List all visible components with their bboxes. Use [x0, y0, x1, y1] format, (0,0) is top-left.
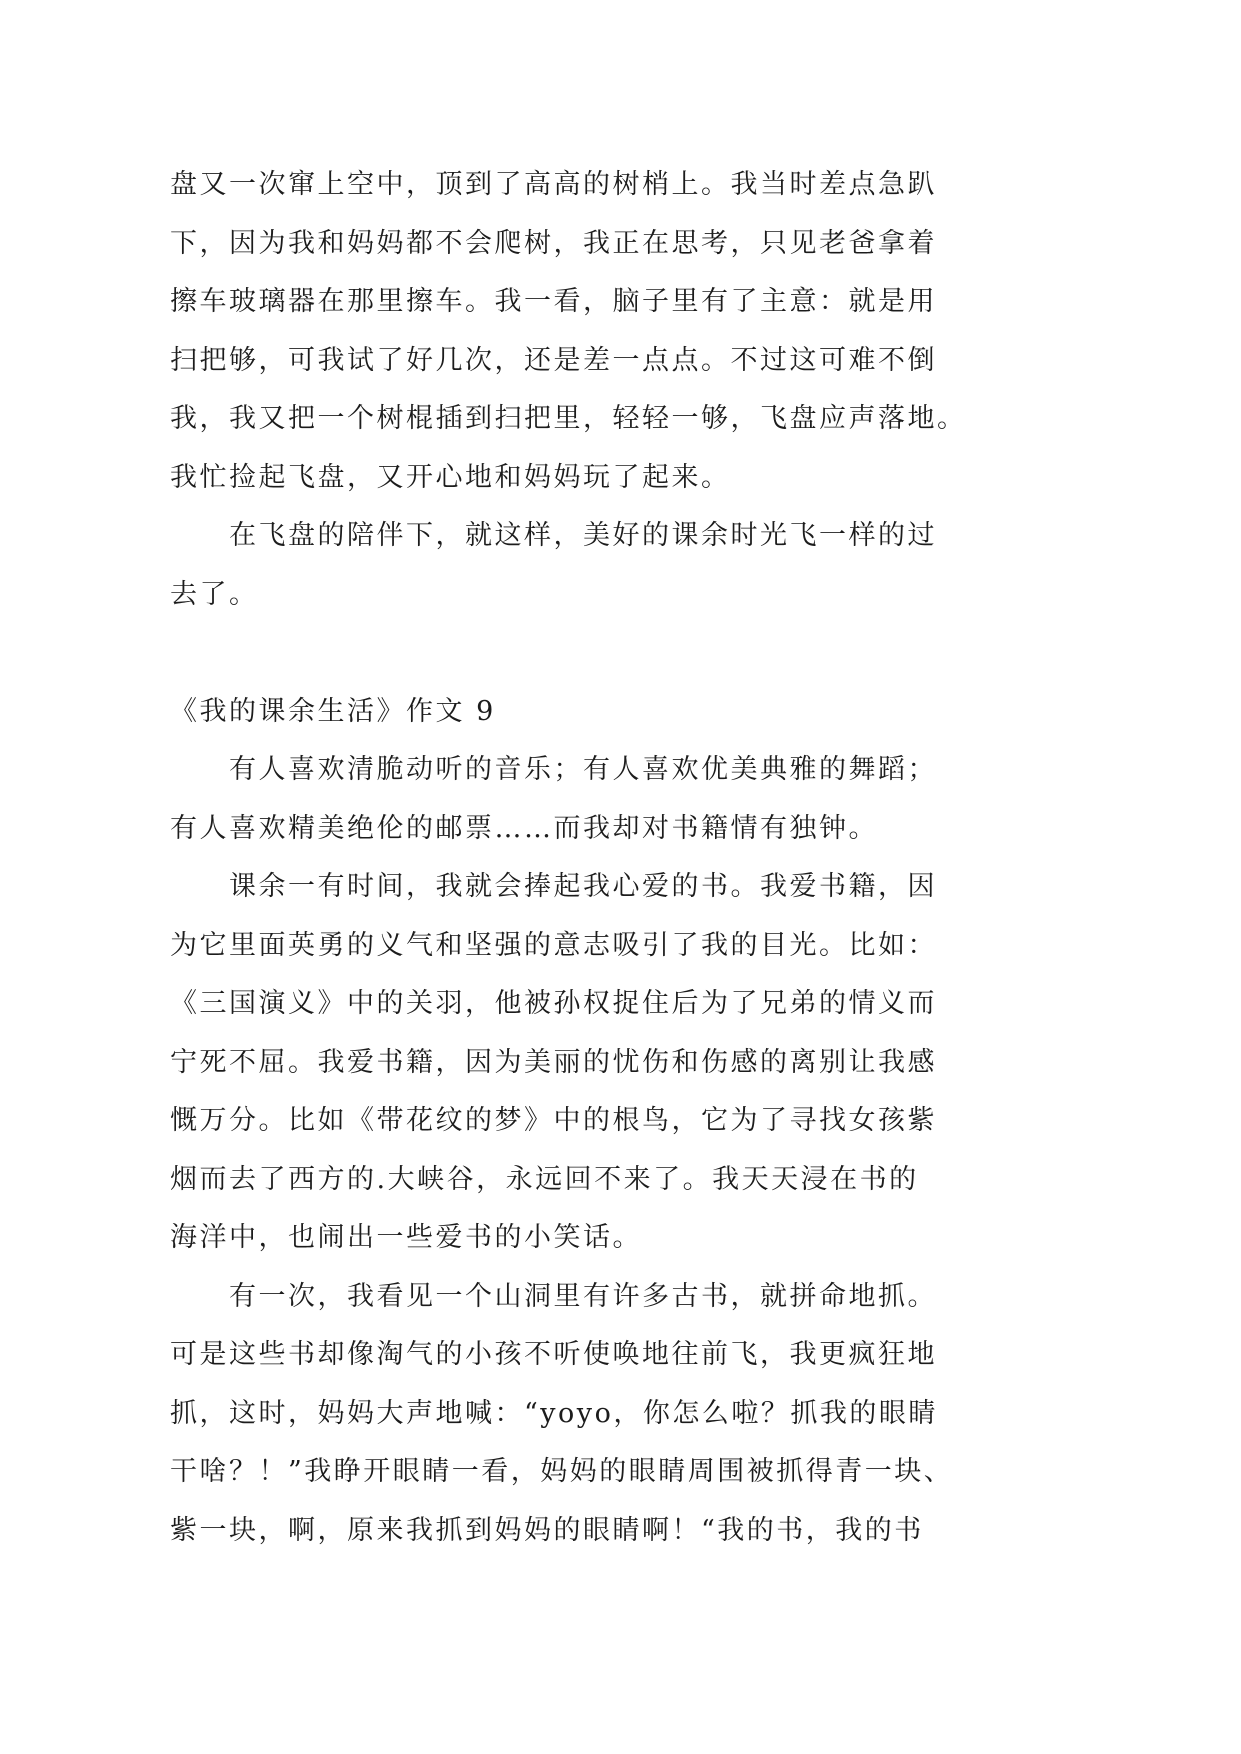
text-line: 宁死不屈。我爱书籍，因为美丽的忧伤和伤感的离别让我感 [170, 1046, 937, 1078]
text-line: 有人喜欢精美绝伦的邮票……而我却对书籍情有独钟。 [170, 812, 878, 844]
text-line: 盘又一次窜上空中，顶到了高高的树梢上。我当时差点急趴 [170, 169, 937, 200]
text-line: 有人喜欢清脆动听的音乐；有人喜欢优美典雅的舞蹈； [170, 754, 937, 785]
text-line: 有一次，我看见一个山洞里有许多古书，就拼命地抓。 [170, 1280, 937, 1312]
text-line: 在飞盘的陪伴下，就这样，美好的课余时光飞一样的过 [170, 520, 937, 551]
text-line: 可是这些书却像淘气的小孩不听使唤地往前飞，我更疯狂地 [170, 1339, 937, 1370]
text-line: 《三国演义》中的关羽，他被孙权捉住后为了兄弟的情义而 [170, 988, 937, 1019]
text-line: 干啥？！”我睁开眼睛一看，妈妈的眼睛周围被抓得青一块、 [170, 1456, 954, 1487]
text-line: 我忙捡起飞盘，又开心地和妈妈玩了起来。 [170, 461, 731, 493]
text-line: 烟而去了西方的.大峡谷，永远回不来了。我天天浸在书的 [170, 1163, 919, 1195]
text-line: 为它里面英勇的义气和坚强的意志吸引了我的目光。比如： [170, 929, 937, 961]
text-line: 我，我又把一个树棍插到扫把里，轻轻一够，飞盘应声落地。 [170, 403, 967, 434]
text-line: 擦车玻璃器在那里擦车。我一看，脑子里有了主意：就是用 [170, 286, 937, 317]
essay-title: 《我的课余生活》作文 9 [170, 695, 496, 727]
text-line: 课余一有时间，我就会捧起我心爱的书。我爱书籍，因 [170, 871, 937, 902]
passage-end [170, 156, 1070, 624]
text-line: 抓，这时，妈妈大声地喊：“yoyo，你怎么啦？抓我的眼睛 [170, 1397, 938, 1429]
text-line: 海洋中，也闹出一些爱书的小笑话。 [170, 1222, 642, 1253]
text-line: 慨万分。比如《带花纹的梦》中的根鸟，它为了寻找女孩紫 [170, 1105, 937, 1136]
text-line: 紫一块，啊，原来我抓到妈妈的眼睛啊！“我的书，我的书 [170, 1514, 924, 1546]
document-body [170, 156, 1070, 1560]
text-line: 下，因为我和妈妈都不会爬树，我正在思考，只见老爸拿着 [170, 227, 937, 259]
text-line: 扫把够，可我试了好几次，还是差一点点。不过这可难不倒 [170, 344, 937, 376]
essay-section [170, 683, 1070, 1561]
text-line: 去了。 [170, 578, 259, 610]
